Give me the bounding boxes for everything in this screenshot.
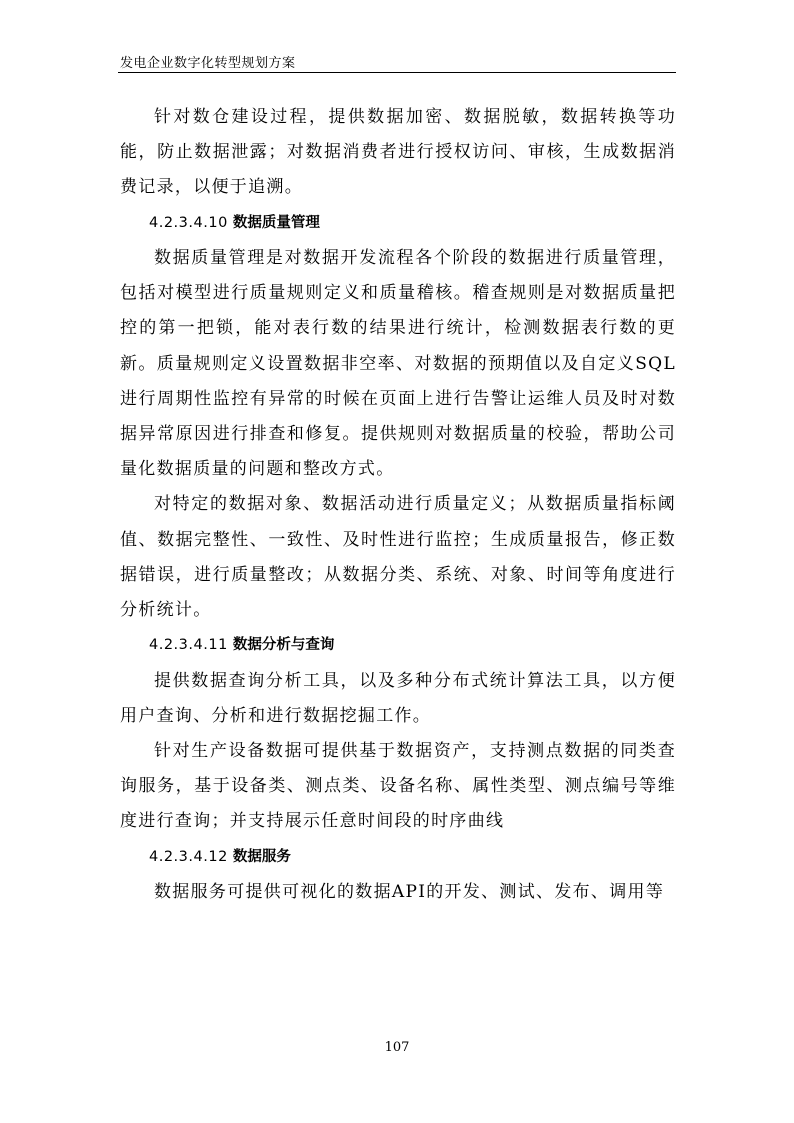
- paragraph: 提供数据查询分析工具，以及多种分布式统计算法工具，以方便用户查询、分析和进行数据挖掘工作。: [120, 670, 676, 726]
- paragraph: 数据质量管理是对数据开发流程各个阶段的数据进行质量管理，包括对模型进行质量规则定义和质量稽核。稽查规则是对数据质量把控的第一把锁，能对表行数的结果进行统计，检测数据表行数的更新。质量规则定义设置数据非空率、对数据的预期值以及自定义SQL进行周期性监控有异常的时候在页面上进行告警让运维人员及时对数据异常原因进行排查和修复。提供规则对数据质量的校验，帮助公司量化数据质量的问题和整改方式。: [120, 248, 676, 480]
- section-heading: [120, 840, 676, 875]
- section-title: 数据服务: [232, 848, 291, 865]
- section-number: 4.2.3.4.11: [149, 637, 228, 654]
- paragraph: 针对数仓建设过程，提供数据加密、数据脱敏，数据转换等功能，防止数据泄露；对数据消费者进行授权访问、审核，生成数据消费记录，以便于追溯。: [120, 107, 676, 198]
- section-number: 4.2.3.4.12: [149, 848, 228, 865]
- section-title: 数据分析与查询: [232, 637, 335, 654]
- page-number: 107: [384, 1040, 410, 1055]
- paragraph: 数据服务可提供可视化的数据API的开发、测试、发布、调用等: [154, 882, 665, 903]
- running-header: 发电企业数字化转型规划方案: [120, 56, 296, 71]
- section-number: 4.2.3.4.10: [149, 214, 228, 231]
- paragraph: 对特定的数据对象、数据活动进行质量定义；从数据质量指标阈值、数据完整性、一致性、及时性进行监控；生成质量报告，修正数据错误，进行质量整改；从数据分类、系统、对象、时间等角度进行分析统计。: [120, 494, 676, 621]
- section-title: 数据质量管理: [232, 214, 320, 231]
- section-heading: [120, 206, 676, 241]
- paragraph: 针对生产设备数据可提供基于数据资产，支持测点数据的同类查询服务，基于设备类、测点类、设备名称、属性类型、测点编号等维度进行查询；并支持展示任意时间段的时序曲线: [120, 741, 676, 832]
- header-rule: [118, 72, 676, 73]
- document-body: [120, 100, 676, 910]
- section-heading: [120, 628, 676, 663]
